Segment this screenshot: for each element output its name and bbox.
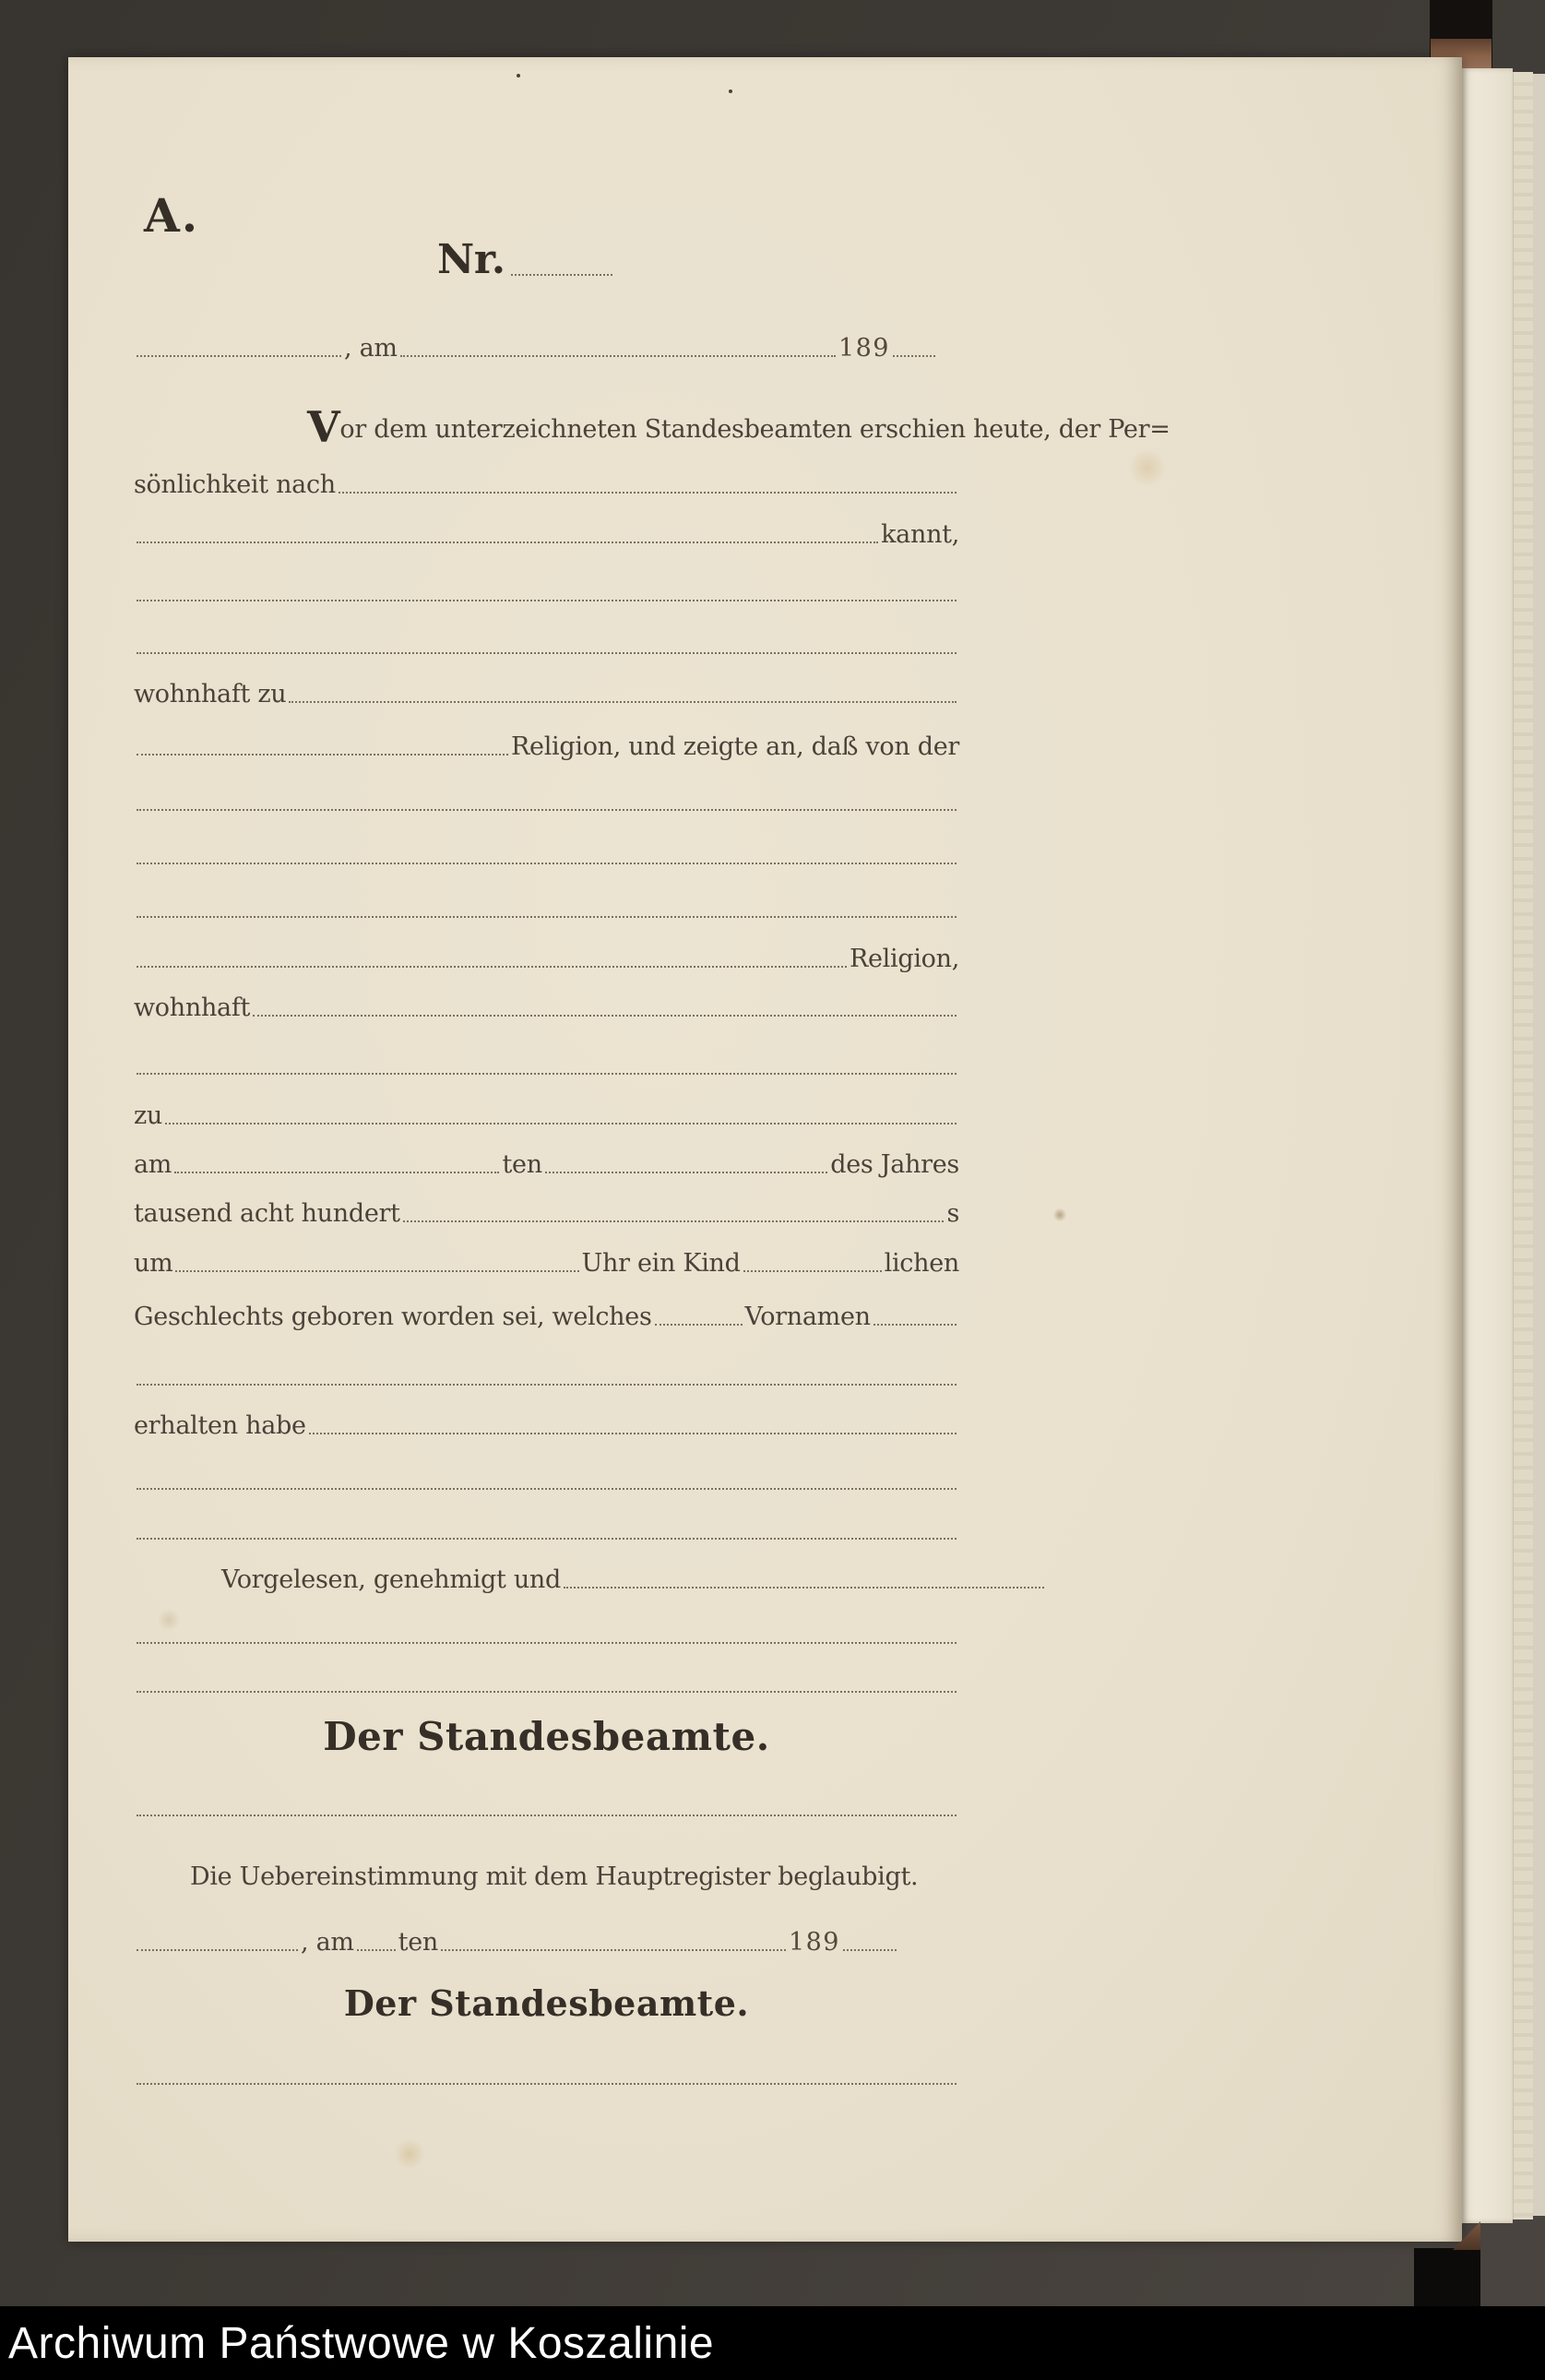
form-label: s: [946, 1198, 959, 1228]
dotted-blank: [137, 1638, 957, 1644]
form-label: lichen: [884, 1248, 959, 1278]
page-edge-under: [1462, 68, 1513, 2223]
registrar-title-2: [134, 1976, 959, 2025]
intro-line-2: [134, 461, 959, 498]
form-label: am: [134, 1149, 172, 1179]
certification-line: [190, 1853, 1016, 1890]
residence-line-2: [134, 984, 959, 1021]
form-label: , am: [301, 1927, 354, 1957]
known-line: [134, 511, 959, 548]
form-label: 189: [838, 333, 890, 363]
place-zu-line: [134, 1092, 959, 1129]
dotted-blank: [137, 1687, 957, 1693]
final-blank-line: [134, 2053, 959, 2089]
dotted-blank: [893, 351, 935, 357]
blank-line-5: [134, 886, 959, 922]
gender-names-line: [134, 1293, 959, 1330]
form-label: V: [307, 401, 340, 452]
dotted-blank: [843, 1946, 897, 1951]
blank-line-6: [134, 1042, 959, 1079]
dotted-blank: [743, 1267, 882, 1272]
book-spine-bottom: [1414, 2248, 1480, 2309]
blank-line-1: [134, 569, 959, 606]
dotted-blank: [441, 1946, 786, 1951]
dotted-blank: [309, 1429, 957, 1434]
blank-line-3: [134, 779, 959, 815]
received-line: [134, 1402, 959, 1439]
blank-line-11: [134, 1660, 959, 1697]
dotted-blank: [137, 1380, 957, 1386]
dotted-blank: [137, 2079, 957, 2085]
religion-line-2: [134, 935, 959, 972]
form-label: ten: [398, 1927, 438, 1957]
paper-speck: [517, 74, 520, 77]
dotted-blank: [289, 697, 957, 703]
dotted-blank: [137, 859, 957, 864]
dotted-blank: [253, 1011, 957, 1017]
dotted-blank: [137, 805, 957, 811]
read-approved-line: [221, 1556, 1047, 1593]
certification-date-line: [134, 1919, 899, 1956]
form-label: zu: [134, 1101, 163, 1130]
dotted-blank: [137, 1811, 957, 1816]
dotted-blank: [137, 538, 878, 543]
form-label: Religion, und zeigte an, daß von der: [511, 732, 959, 761]
blank-line-8: [134, 1458, 959, 1494]
form-label: , am: [344, 333, 398, 363]
blank-line-7: [134, 1353, 959, 1390]
dotted-blank: [137, 962, 847, 968]
form-label: sönlichkeit nach: [134, 470, 336, 499]
nr-dotted-blank: [511, 270, 612, 276]
form-label: Geschlechts geboren worden sei, welches: [134, 1302, 652, 1331]
form-label: or dem unterzeichneten Standesbeamten erschien heute, der Per=: [339, 414, 1171, 444]
birth-time-line: [134, 1240, 959, 1277]
blank-line-4: [134, 832, 959, 869]
nr-label: Nr.: [437, 236, 505, 283]
dotted-blank: [137, 351, 341, 357]
dotted-blank: [357, 1946, 396, 1951]
dotted-blank: [137, 649, 957, 654]
dotted-blank: [165, 1119, 957, 1125]
form-label: ten: [502, 1149, 542, 1179]
form-label: Der Standesbeamte.: [343, 1982, 750, 2025]
form-label: tausend acht hundert: [134, 1198, 400, 1228]
blank-line-2: [134, 622, 959, 659]
dotted-blank: [175, 1267, 578, 1272]
dotted-blank: [339, 488, 957, 494]
form-label: 189: [788, 1927, 840, 1957]
paper-stain: [1127, 449, 1168, 486]
form-label: Vorgelesen, genehmigt und: [221, 1565, 561, 1594]
dotted-blank: [400, 351, 836, 357]
form-label: wohnhaft: [134, 993, 251, 1022]
dotted-blank: [174, 1168, 499, 1173]
registration-place-date-line: [134, 325, 938, 362]
form-label: Der Standesbeamte.: [323, 1713, 770, 1759]
page-edge-outer: [1533, 74, 1545, 2216]
form-label: um: [134, 1248, 173, 1278]
section-letter: A.: [144, 188, 200, 243]
dotted-blank: [137, 750, 508, 756]
dotted-blank: [874, 1320, 957, 1326]
dotted-blank: [545, 1168, 827, 1173]
form-label: wohnhaft zu: [134, 679, 287, 708]
form-label: Vornamen: [744, 1302, 871, 1331]
birth-date-line: [134, 1141, 959, 1178]
dotted-blank: [564, 1583, 1044, 1589]
registrar-title-1: [134, 1711, 959, 1757]
paper-stain: [393, 2140, 426, 2168]
page-edge-deckle: [1513, 72, 1533, 2219]
dotted-blank: [137, 1534, 957, 1540]
blank-line-10: [134, 1612, 959, 1648]
dotted-blank: [137, 1946, 298, 1951]
dotted-blank: [137, 1484, 957, 1490]
dotted-blank: [137, 596, 957, 601]
paper-speck: [729, 89, 732, 93]
archive-bar-label: Archiwum Państwowe w Koszalinie: [8, 2318, 715, 2368]
dotted-blank: [137, 1069, 957, 1075]
archive-bar: [0, 2306, 1545, 2380]
dotted-blank: [403, 1217, 945, 1222]
intro-line-1: [307, 401, 1171, 452]
dotted-blank: [655, 1320, 743, 1326]
scanned-page: [68, 57, 1462, 2242]
blank-line-9: [134, 1507, 959, 1544]
form-label: Die Uebereinstimmung mit dem Hauptregister beglaubigt.: [190, 1862, 919, 1891]
birth-year-line: [134, 1190, 959, 1227]
form-label: Uhr ein Kind: [581, 1248, 741, 1278]
residence-line-1: [134, 671, 959, 708]
religion-notify-line: [134, 723, 959, 760]
form-label: kannt,: [881, 519, 959, 549]
form-label: erhalten habe: [134, 1410, 306, 1440]
dotted-blank: [137, 912, 957, 918]
record-number-row: [437, 232, 615, 283]
form-label: Religion,: [849, 944, 959, 973]
blank-line-12: [134, 1784, 959, 1821]
form-label: des Jahres: [830, 1149, 959, 1179]
paper-stain: [1053, 1208, 1066, 1221]
